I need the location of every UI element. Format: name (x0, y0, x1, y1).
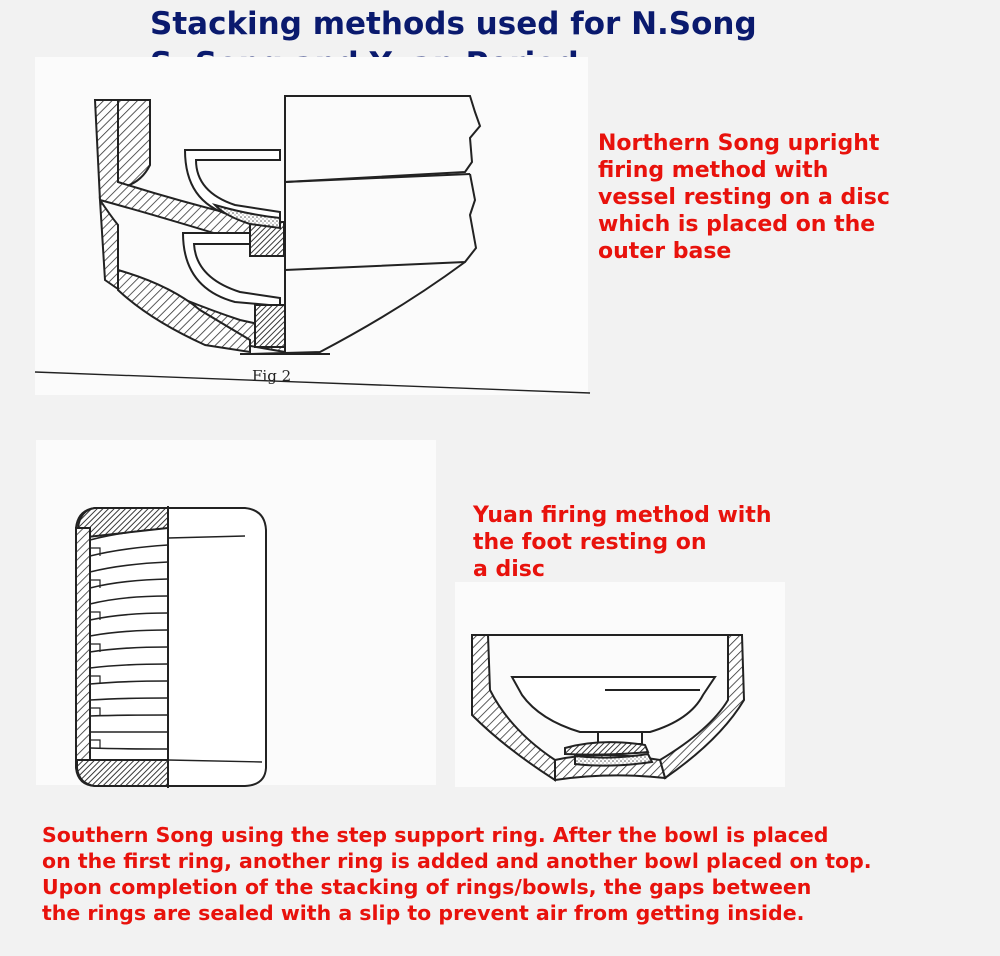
caption-line: Northern Song upright (598, 131, 880, 156)
yuan-saggar-drawing (472, 635, 744, 780)
caption-line: a disc (473, 557, 545, 582)
northern-song-caption (598, 130, 890, 265)
figure-scan-edge (35, 372, 590, 393)
caption-line: Southern Song using the step support ring. After the bowl is placed (42, 823, 829, 847)
saggar-exterior-lower (285, 174, 476, 270)
caption-line: firing method with (598, 158, 829, 183)
caption-line: Upon completion of the stacking of rings/bowls, the gaps between (42, 875, 812, 899)
caption-line: outer base (598, 239, 732, 264)
caption-line: which is placed on the (598, 212, 876, 237)
caption-line: vessel resting on a disc (598, 185, 890, 210)
saggar-exterior-joint (285, 174, 470, 182)
figure-label: Fig 2 (252, 367, 292, 385)
caption-line: on the first ring, another ring is added and another bowl placed on top. (42, 849, 872, 873)
ring-stack-outline (76, 508, 266, 786)
caption-line: the foot resting on (473, 530, 707, 555)
stacked-rings-wall (76, 528, 90, 760)
southern-song-caption (42, 822, 872, 926)
saggar-lower-base (118, 270, 250, 352)
yuan-support-disc (565, 742, 648, 755)
saggar-exterior-outline (285, 96, 480, 182)
caption-line: the rings are sealed with a slip to prevent air from getting inside. (42, 901, 805, 925)
title-line-1: Stacking methods used for N.Song (150, 6, 757, 42)
yuan-bowl (512, 677, 715, 732)
yuan-caption (473, 502, 772, 583)
southern-song-ring-stack-drawing (76, 506, 266, 788)
lower-support-disc (255, 305, 285, 347)
caption-line: Yuan firing method with (473, 503, 772, 528)
northern-song-saggar-drawing (35, 95, 590, 393)
stack-bottom-ring (77, 760, 168, 786)
